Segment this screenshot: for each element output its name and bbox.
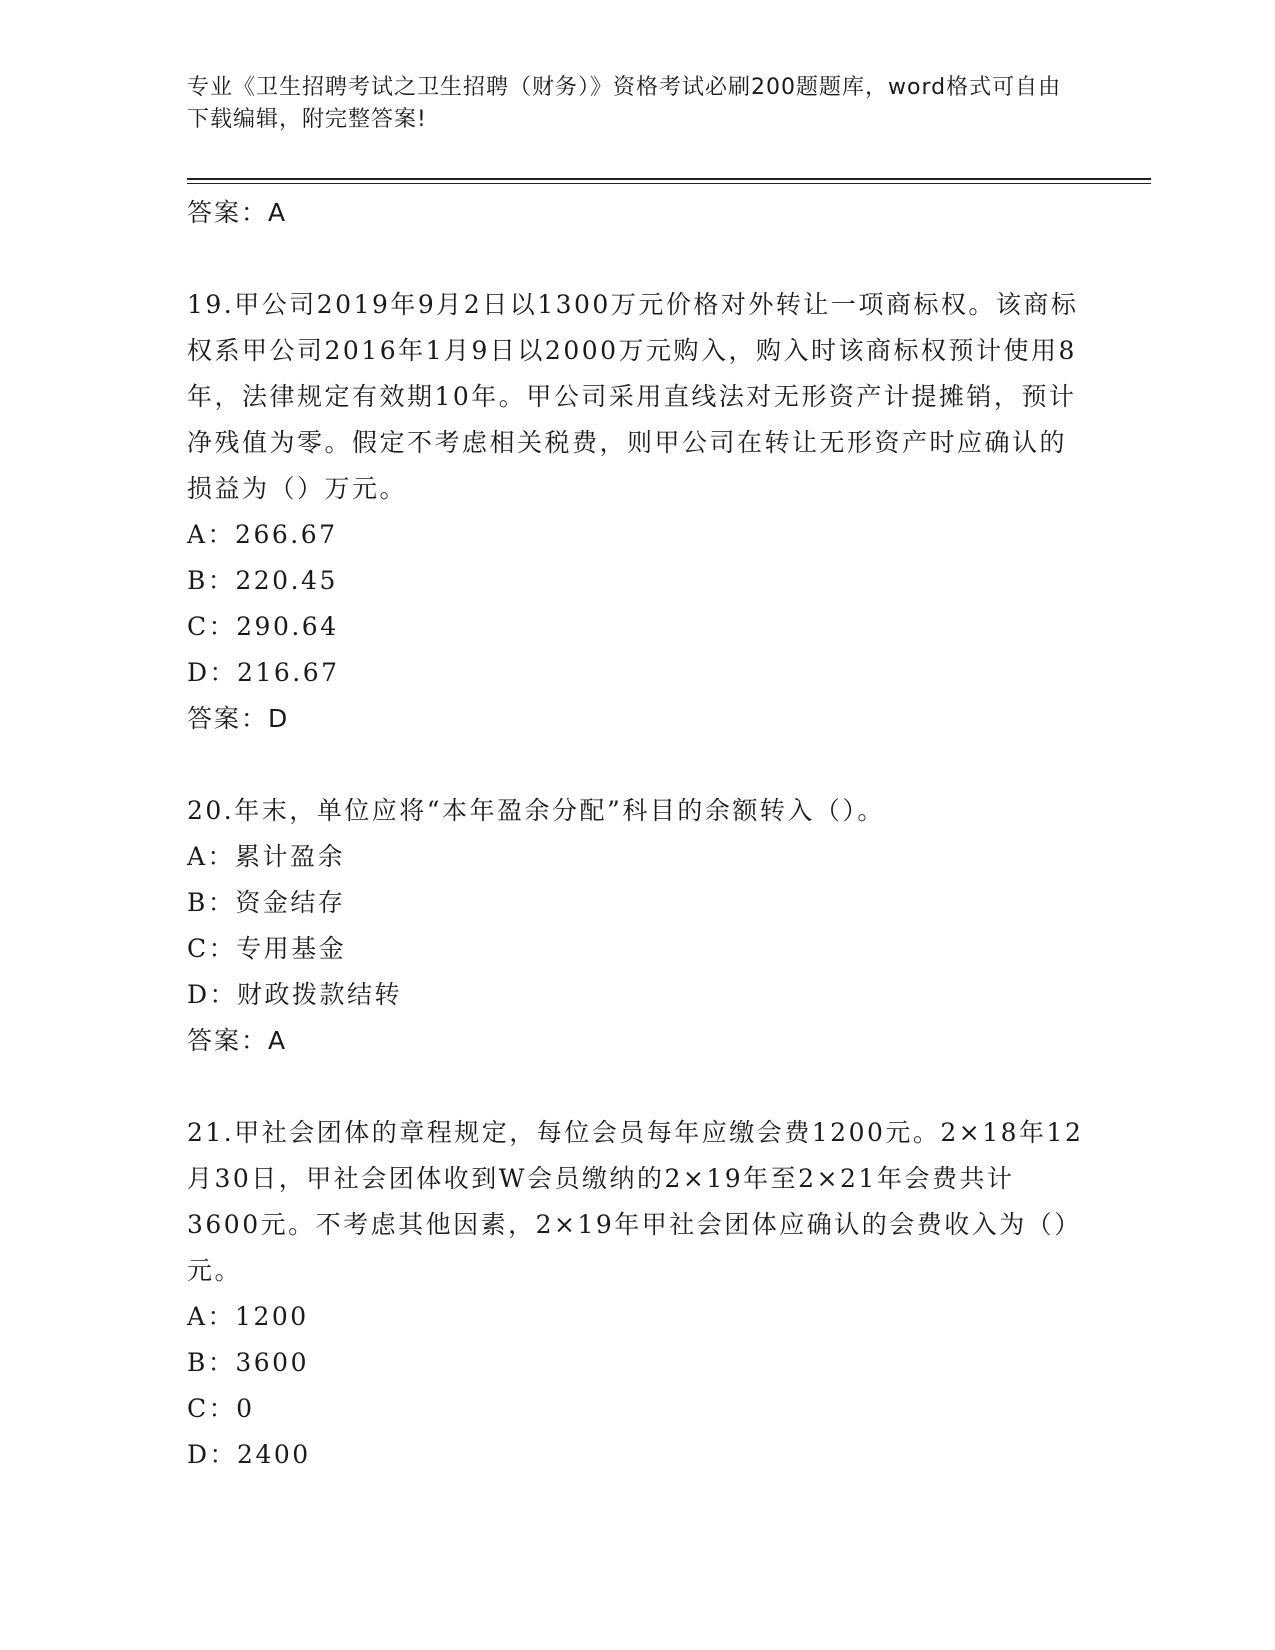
option-19-b: B：220.45 — [187, 566, 338, 595]
header-rule-thick — [187, 178, 1151, 180]
option-20-d: D：财政拨款结转 — [187, 980, 403, 1009]
question-19: 19.甲公司2019年9月2日以1300万元价格对外转让一项商标权。该商标权系甲公司2016年1月9日以2000万元购入，购入时该商标权预计使用8年，法律规定有效期10年。甲公司采用直线法对无形资产计提摊销，预计净残值为零。假定不考虑相关税费，则甲公司在转让无形资产时应确认的损益为（）万元。 — [187, 290, 1079, 503]
option-19-c: C：290.64 — [187, 612, 339, 641]
option-20-b: B：资金结存 — [187, 888, 346, 917]
answer-18: 答案：A — [187, 198, 288, 227]
option-21-d: D：2400 — [187, 1440, 311, 1469]
question-20: 20.年末，单位应将“本年盈余分配”科目的余额转入（）。 — [187, 796, 885, 825]
option-21-c: C：0 — [187, 1394, 255, 1423]
question-21: 21.甲社会团体的章程规定，每位会员每年应缴会费1200元。2×18年12月30日，甲社会团体收到W会员缴纳的2×19年至2×21年会费共计3600元。不考虑其他因素，2×19年甲社会团体应确认的会费收入为（）元。 — [187, 1118, 1084, 1285]
option-21-b: B：3600 — [187, 1348, 309, 1377]
option-20-c: C：专用基金 — [187, 934, 347, 963]
header-rule-thin — [187, 183, 1151, 184]
option-21-a: A：1200 — [187, 1302, 309, 1331]
option-20-a: A：累计盈余 — [187, 842, 346, 871]
answer-19: 答案：D — [187, 704, 290, 733]
option-19-d: D：216.67 — [187, 658, 340, 687]
document-header: 专业《卫生招聘考试之卫生招聘（财务）》资格考试必刷200题题库，word格式可自由下载编辑，附完整答案! — [187, 75, 1062, 132]
spacer — [187, 236, 1087, 282]
spacer — [187, 742, 1087, 788]
answer-20: 答案：A — [187, 1026, 288, 1055]
question-list — [187, 190, 1087, 1478]
option-19-a: A：266.67 — [187, 520, 338, 549]
spacer — [187, 1064, 1087, 1110]
